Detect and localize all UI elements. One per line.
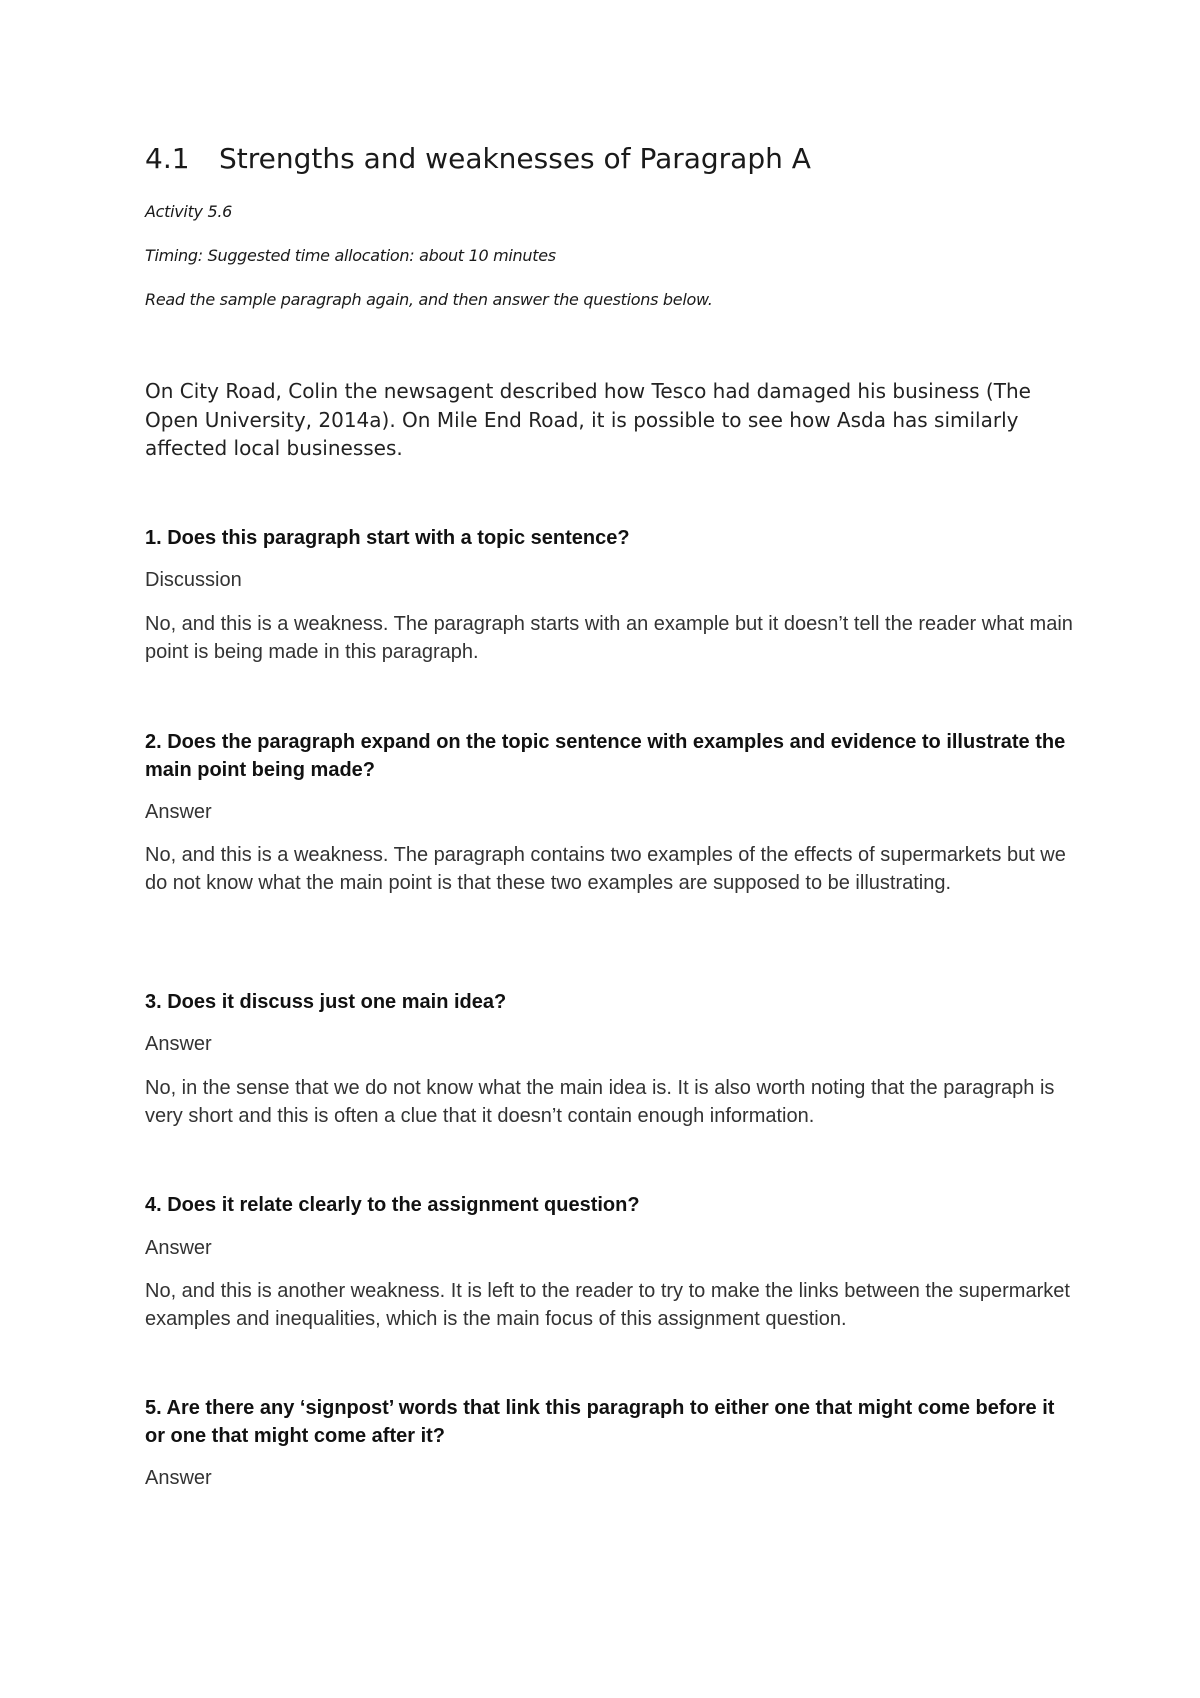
question-2: 2. Does the paragraph expand on the topic sentence with examples and evidence to illustrate the main point being made? bbox=[145, 731, 1066, 781]
question-5-label: Answer bbox=[145, 1467, 212, 1489]
section-title: Strengths and weaknesses of Paragraph A bbox=[219, 142, 811, 175]
activity-label: Activity 5.6 bbox=[145, 202, 233, 221]
instruction-text: Read the sample paragraph again, and then answer the questions below. bbox=[145, 290, 713, 309]
question-2-answer: No, and this is a weakness. The paragraph contains two examples of the effects of supermarkets but we do not know what the main point is that these two examples are supposed to be illustrating. bbox=[145, 844, 1066, 894]
section-number: 4.1 bbox=[145, 142, 190, 175]
timing-note: Timing: Suggested time allocation: about 10 minutes bbox=[145, 246, 556, 265]
question-2-label: Answer bbox=[145, 801, 212, 823]
question-1-answer: No, and this is a weakness. The paragraph starts with an example but it doesn’t tell the reader what main point is being made in this paragraph. bbox=[145, 613, 1073, 663]
question-4-answer: No, and this is another weakness. It is left to the reader to try to make the links between the supermarket examples and inequalities, which is the main focus of this assignment question. bbox=[145, 1280, 1070, 1330]
sample-paragraph: On City Road, Colin the newsagent described how Tesco had damaged his business (The Open University, 2014a). On Mile End Road, it is possible to see how Asda has similarly affected local businesses. bbox=[145, 379, 1031, 460]
section-heading bbox=[145, 142, 811, 175]
question-1: 1. Does this paragraph start with a topic sentence? bbox=[145, 527, 630, 549]
question-4: 4. Does it relate clearly to the assignment question? bbox=[145, 1194, 640, 1216]
question-4-label: Answer bbox=[145, 1237, 212, 1259]
question-1-label: Discussion bbox=[145, 569, 242, 591]
question-3-answer: No, in the sense that we do not know what the main idea is. It is also worth noting that the paragraph is very short and this is often a clue that it doesn’t contain enough information. bbox=[145, 1077, 1055, 1127]
question-3: 3. Does it discuss just one main idea? bbox=[145, 991, 507, 1013]
question-3-label: Answer bbox=[145, 1033, 212, 1055]
question-5: 5. Are there any ‘signpost’ words that link this paragraph to either one that might come before it or one that might come after it? bbox=[145, 1397, 1055, 1447]
